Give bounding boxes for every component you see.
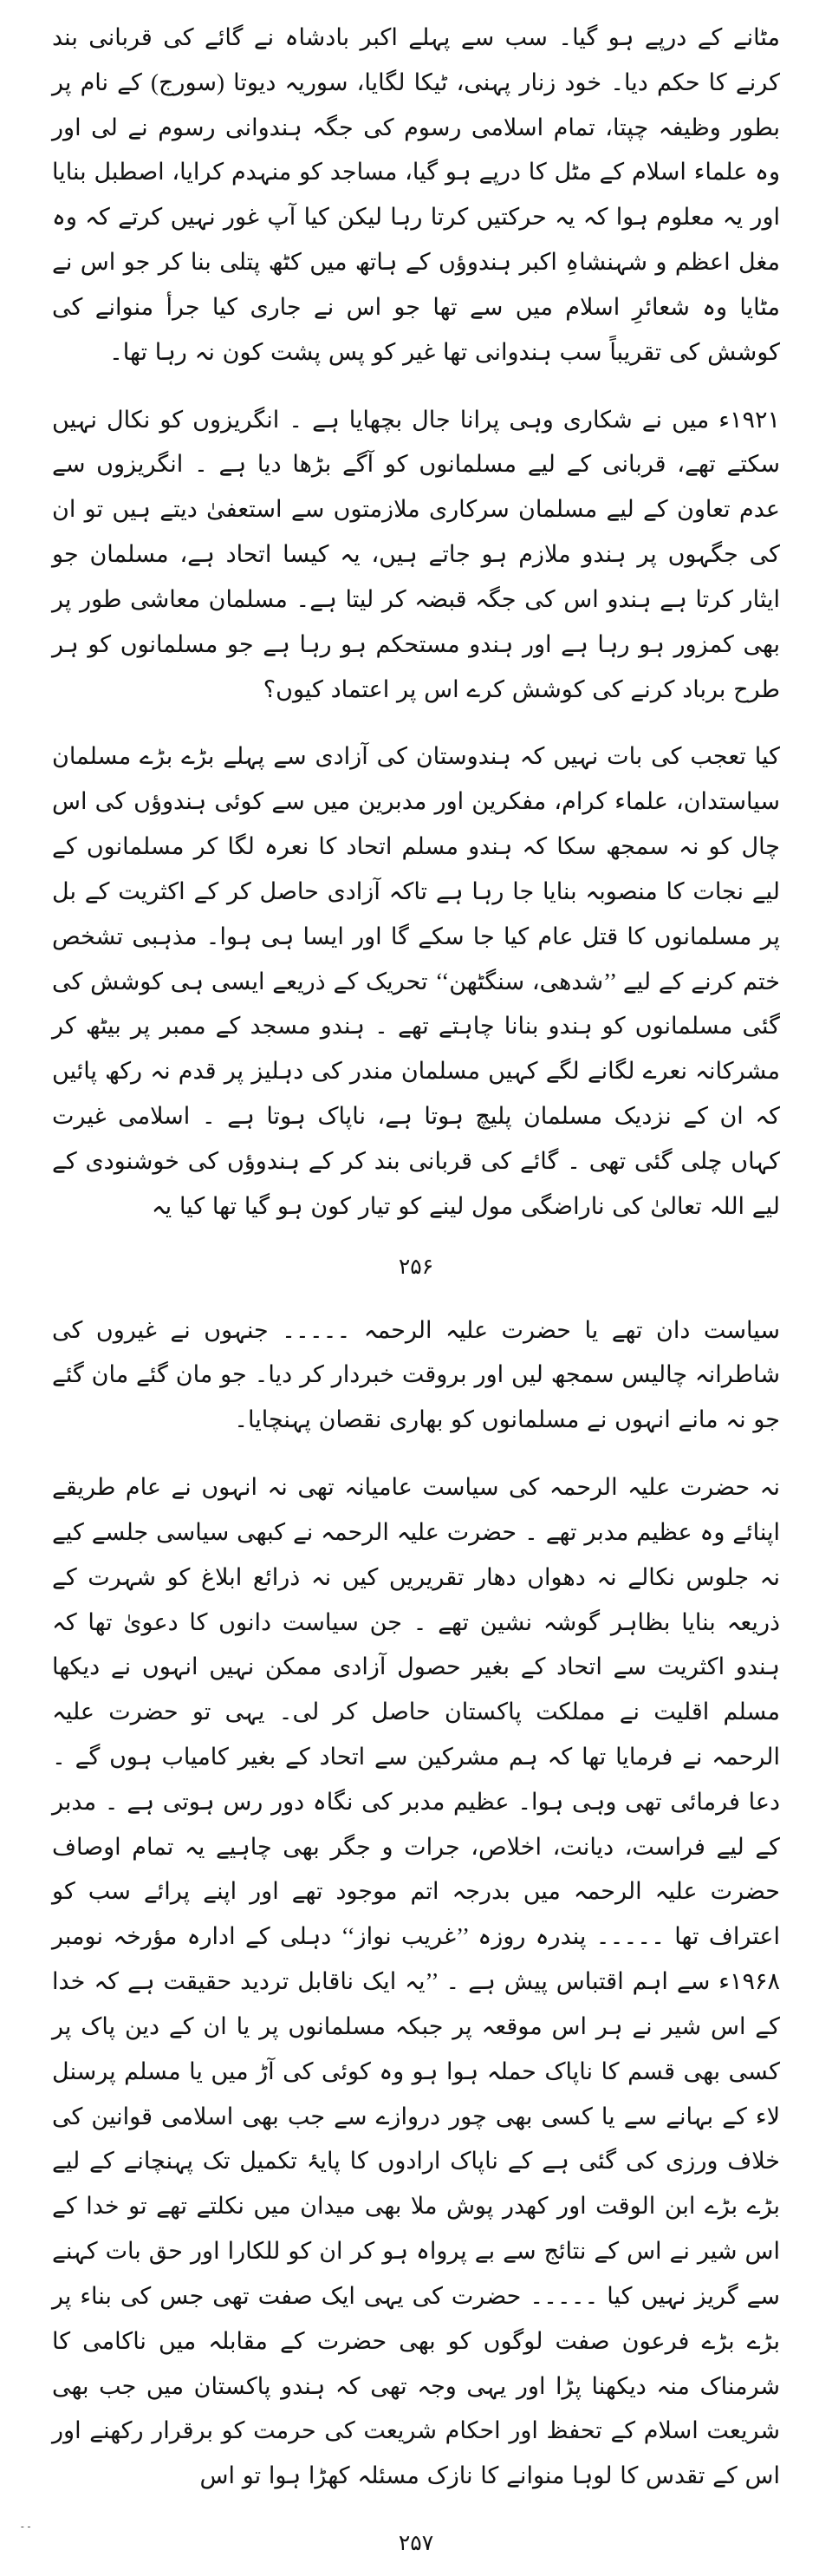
- lower-text-block: [52, 1308, 780, 2500]
- upper-text-block: [52, 16, 780, 1229]
- paragraph: مٹانے کے درپے ہو گیا۔ سب سے پہلے اکبر بادشاہ نے گائے کی قربانی بند کرنے کا حکم دیا۔ خود زنار پہنی، ٹیکا لگایا، سوریہ دیوتا (سورج) کے نام پر بطور وظیفہ چپتا، تمام اسلامی رسوم کی جگہ ہندوانی رسوم نے لی اور وہ علماء اسلام کے مٹل کا درپے ہو گیا، مساجد کو منہدم کرایا، اصطبل بنایا اور یہ معلوم ہوا کہ یہ حرکتیں کرتا رہا لیکن کیا آپ غور نہیں کرتے کہ وہ مغل اعظم و شہنشاہِ اکبر ہندوؤں کے ہاتھ میں کٹھ پتلی بنا کر جو اس نے مٹایا وہ شعائرِ اسلام میں سے تھا جو اس نے جاری کیا جرأ منوانے کی کوشش کی تقریباً سب ہندوانی تھا غیر کو پس پشت کون نہ رہا تھا۔: [52, 24, 780, 365]
- paragraph: ۱۹۲۱ء میں نے شکاری وہی پرانا جال بچھایا ہے ۔ انگریزوں کو نکال نہیں سکتے تھے، قربانی کے لیے مسلمانوں کو آگے بڑھا دیا ہے ۔ انگریزوں سے عدم تعاون کے لیے مسلمان سرکاری ملازمتوں سے استعفیٰ دیتے ہیں تو ان کی جگہوں پر ہندو ملازم ہو جاتے ہیں، یہ کیسا اتحاد ہے، مسلمان جو ایثار کرتا ہے ہندو اس کی جگہ قبضہ کر لیتا ہے۔ مسلمان معاشی طور پر بھی کمزور ہو رہا ہے اور ہندو مستحکم ہو رہا ہے جو مسلمانوں کو ہر طرح برباد کرنے کی کوشش کرے اس پر اعتماد کیوں؟: [52, 406, 780, 702]
- paragraph: سیاست دان تھے یا حضرت علیہ الرحمہ ۔۔۔۔۔ جنہوں نے غیروں کی شاطرانہ چالیس سمجھ لیں اور بروقت خبردار کر دیا۔ جو مان گئے مان گئے جو نہ مانے انہوں نے مسلمانوں کو بھاری نقصان پہنچایا۔: [52, 1316, 780, 1433]
- page-number-bottom: ۲۵۷: [398, 2532, 434, 2556]
- margin-mark: ۔۔: [19, 2517, 33, 2531]
- page-number-top: ۲۵۶: [398, 1255, 434, 1279]
- paragraph: کیا تعجب کی بات نہیں کہ ہندوستان کی آزادی سے پہلے بڑے بڑے مسلمان سیاستدان، علماء کرام، مفکرین اور مدبرین میں سے کوئی ہندوؤں کی اس چال کو نہ سمجھ سکا کہ ہندو مسلم اتحاد کا نعرہ لگا کر مسلمانوں کے لیے نجات کا منصوبہ بنایا جا رہا ہے تاکہ آزادی حاصل کر کے اکثریت کے بل پر مسلمانوں کا قتل عام کیا جا سکے گا اور ایسا ہی ہوا۔ مذہبی تشخص ختم کرنے کے لیے ’’شدھی، سنگٹھن‘‘ تحریک کے ذریعے ایسی ہی کوشش کی گئی مسلمانوں کو ہندو بنانا چاہتے تھے ۔ ہندو مسجد کے ممبر پر بیٹھ کر مشرکانہ نعرے لگانے لگے کہیں مسلمان مندر کی دہلیز پر قدم نہ رکھ پائیں کہ ان کے نزدیک مسلمان پلیچ ہوتا ہے، ناپاک ہوتا ہے ۔ اسلامی غیرت کہاں چلی گئی تھی ۔ گائے کی قربانی بند کر کے ہندوؤں کی خوشنودی کے لیے اللہ تعالیٰ کی ناراضگی مول لینے کو تیار کون ہو گیا تھا کیا یہ: [52, 743, 780, 1219]
- paragraph: نہ حضرت علیہ الرحمہ کی سیاست عامیانہ تھی نہ انہوں نے عام طریقے اپنائے وہ عظیم مدبر تھے ۔ حضرت علیہ الرحمہ نے کبھی سیاسی جلسے کیے نہ جلوس نکالے نہ دھواں دھار تقریریں کیں نہ ذرائع ابلاغ کو شہرت کے ذریعہ بنایا بظاہر گوشہ نشین تھے ۔ جن سیاست دانوں کا دعویٰ تھا کہ ہندو اکثریت سے اتحاد کے بغیر حصول آزادی ممکن نہیں انہوں نے دیکھا مسلم اقلیت نے مملکت پاکستان حاصل کر لی۔ یہی تو حضرت علیہ الرحمہ نے فرمایا تھا کہ ہم مشرکین سے اتحاد کے بغیر کامیاب ہوں گے ۔ دعا فرمائی تھی وہی ہوا۔ عظیم مدبر کی نگاہ دور رس ہوتی ہے ۔ مدبر کے لیے فراست، دیانت، اخلاص، جرات و جگر بھی چاہیے یہ تمام اوصاف حضرت علیہ الرحمہ میں بدرجہ اتم موجود تھے اور اپنے پرائے سب کو اعتراف تھا ۔۔۔۔۔ پندرہ روزہ ’’غریب نواز‘‘ دہلی کے ادارہ مؤرخہ نومبر ۱۹۶۸ء سے اہم اقتباس پیش ہے ۔ ’’یہ ایک ناقابل تردید حقیقت ہے کہ خدا کے اس شیر نے ہر اس موقعہ پر جبکہ مسلمانوں پر یا ان کے دین پاک پر کسی بھی قسم کا ناپاک حملہ ہوا ہو وہ کوئی کی آڑ میں یا مسلم پرسنل لاء کے بہانے سے یا کسی بھی چور دروازے سے جب بھی اسلامی قوانین کی خلاف ورزی کی گئی ہے کے ناپاک ارادوں کا پایۂ تکمیل تک پہنچانے کے لیے بڑے بڑے ابن الوقت اور کھدر پوش ملا بھی میدان میں نکلتے تھے تو خدا کے اس شیر نے اس کے نتائج سے بے پرواہ ہو کر ان کو للکارا اور حق بات کہنے سے گریز نہیں کیا ۔۔۔۔۔ حضرت کی یہی ایک صفت تھی جس کی بناء پر بڑے بڑے فرعون صفت لوگوں کو بھی حضرت کے مقابلہ میں ناکامی کا شرمناک منہ دیکھنا پڑا اور یہی وجہ تھی کہ ہندو پاکستان میں جب بھی شریعت اسلام کے تحفظ اور احکام شریعت کی حرمت کو برقرار رکھنے اور اس کے تقدس کا لوہا منوانے کا نازک مسئلہ کھڑا ہوا تو اس: [52, 1474, 780, 2489]
